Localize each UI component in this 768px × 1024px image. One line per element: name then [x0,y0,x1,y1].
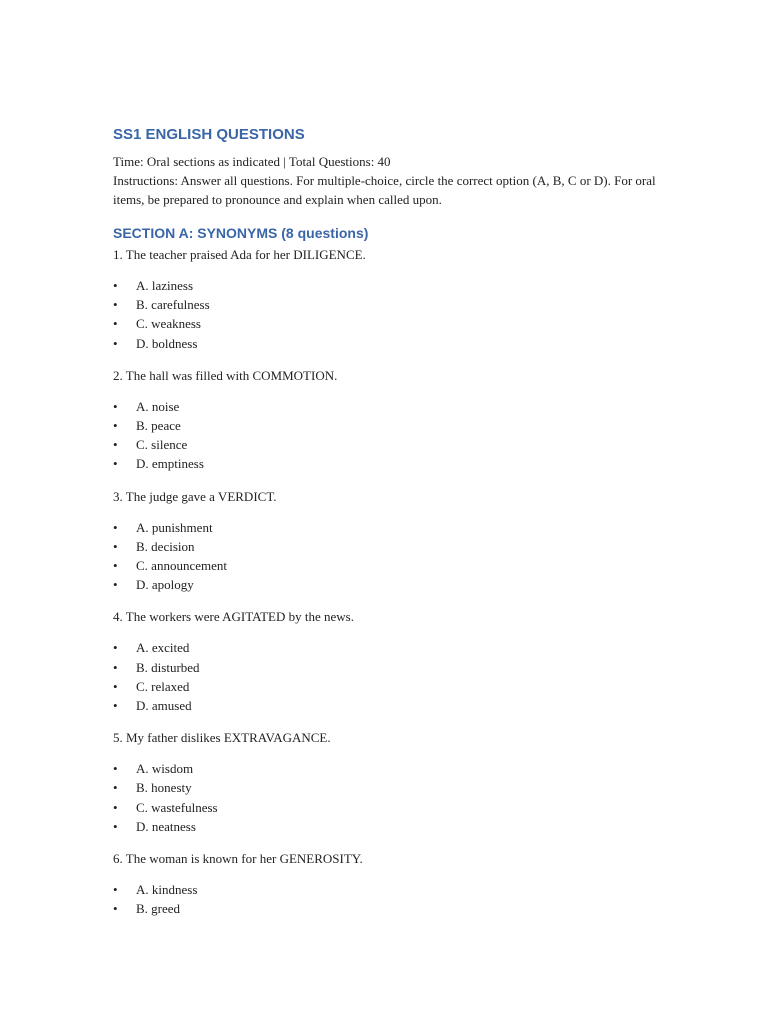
bullet-icon: • [113,297,118,313]
option-item [113,798,658,817]
bullet-icon: • [113,640,118,656]
option-item [113,397,658,416]
question-5 [113,728,658,836]
bullet-icon: • [113,437,118,453]
option-text: D. amused [136,698,192,714]
bullet-icon: • [113,659,118,675]
document-title: SS1 ENGLISH QUESTIONS [113,126,305,143]
option-item [113,454,658,473]
bullet-icon: • [113,901,118,917]
bullet-icon: • [113,558,118,574]
option-text: B. carefulness [136,297,210,313]
question-2 [113,366,658,474]
question-text: 2. The hall was filled with COMMOTION. [113,367,338,383]
option-item [113,696,658,715]
option-text: D. neatness [136,818,196,834]
option-text: C. wastefulness [136,799,218,815]
option-text: A. kindness [136,882,198,898]
bullet-icon: • [113,316,118,332]
question-6 [113,849,658,918]
option-item [113,638,658,657]
option-item [113,295,658,314]
option-item [113,658,658,677]
bullet-icon: • [113,278,118,293]
bullet-icon: • [113,761,118,777]
question-text: 6. The woman is known for her GENEROSITY. [113,851,363,867]
question-3 [113,487,658,595]
option-item [113,899,658,918]
bullet-icon: • [113,818,118,834]
bullet-icon: • [113,799,118,815]
bullet-icon: • [113,418,118,434]
option-list [113,276,658,353]
option-item [113,314,658,333]
option-text: B. decision [136,538,195,554]
bullet-icon: • [113,335,118,351]
question-1 [113,245,658,353]
option-item [113,677,658,696]
option-text: A. punishment [136,519,213,535]
bullet-icon: • [113,882,118,898]
bullet-icon: • [113,456,118,472]
option-text: C. announcement [136,558,227,574]
bullet-icon: • [113,577,118,593]
option-item [113,435,658,454]
option-text: C. relaxed [136,678,190,694]
option-text: B. peace [136,418,181,434]
section-a-heading: SECTION A: SYNONYMS (8 questions) [113,225,369,241]
option-item [113,817,658,836]
option-list [113,759,658,836]
option-list [113,880,658,918]
option-text: C. silence [136,437,188,453]
question-4 [113,607,658,715]
instructions: Instructions: Answer all questions. For multiple-choice, circle the correct option (A, B, C or D). For oral items, be prepared to pronounce and explain when called upon. [113,173,656,207]
option-text: D. apology [136,577,194,593]
bullet-icon: • [113,519,118,535]
option-list [113,518,658,595]
question-text: 5. My father dislikes EXTRAVAGANCE. [113,730,331,746]
option-text: A. wisdom [136,761,194,777]
option-list [113,397,658,474]
bullet-icon: • [113,780,118,796]
option-text: D. emptiness [136,456,204,472]
option-text: B. disturbed [136,659,200,675]
option-text: C. weakness [136,316,201,332]
option-item [113,575,658,594]
option-item [113,334,658,353]
time-and-total: Time: Oral sections as indicated | Total Questions: 40 [113,154,391,169]
bullet-icon: • [113,698,118,714]
option-item [113,556,658,575]
bullet-icon: • [113,678,118,694]
document-page [113,124,658,931]
bullet-icon: • [113,538,118,554]
question-text: 3. The judge gave a VERDICT. [113,488,277,504]
option-item [113,537,658,556]
option-text: B. greed [136,901,181,917]
question-text: 1. The teacher praised Ada for her DILIGENCE. [113,247,366,262]
option-text: D. boldness [136,335,198,351]
option-item [113,276,658,295]
question-list [113,245,658,918]
option-item [113,518,658,537]
option-text: A. noise [136,398,180,414]
option-item [113,778,658,797]
option-item [113,759,658,778]
option-text: A. laziness [136,278,194,293]
option-list [113,638,658,715]
option-item [113,880,658,899]
bullet-icon: • [113,398,118,414]
option-text: A. excited [136,640,190,656]
option-text: B. honesty [136,780,192,796]
question-text: 4. The workers were AGITATED by the news. [113,609,354,625]
option-item [113,416,658,435]
